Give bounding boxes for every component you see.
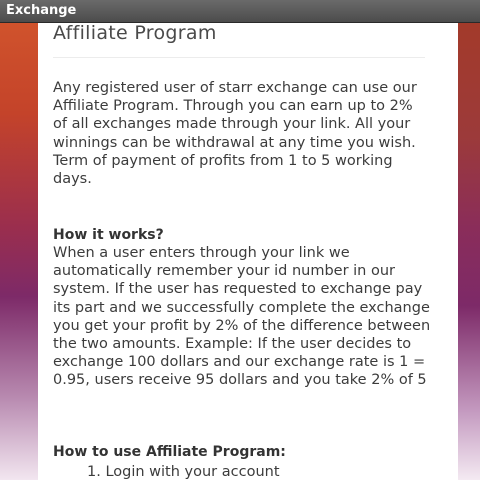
window-titlebar[interactable]	[0, 0, 480, 23]
how-to-use-heading: How to use Affiliate Program:	[53, 444, 286, 460]
title-divider	[53, 57, 425, 58]
page-title: Affiliate Program	[53, 23, 217, 44]
how-it-works-paragraph: When a user enters through your link we automatically remember your id number in our system. If the user has requested to exchange pay its part and we successfully complete the exchange you get your profit by 2% of the difference between the two amounts. Example: If the user decides to exchange 100 dollars and our exchange rate is 1 = 0.95, users receive 95 dollars and you take 2% of 5	[53, 245, 431, 389]
how-it-works-heading: How it works?	[53, 227, 164, 243]
window-title: Exchange	[6, 3, 77, 18]
intro-paragraph: Any registered user of starr exchange can use our Affiliate Program. Through you can earn up to 2% of all exchanges made through your link. All your winnings can be withdrawal at any time you wish. Term of payment of profits from 1 to 5 working days.	[53, 80, 417, 188]
content-panel[interactable]	[38, 23, 458, 480]
steps-list	[87, 463, 280, 480]
list-item: 1. Login with your account	[87, 464, 280, 480]
background-left	[0, 22, 38, 480]
